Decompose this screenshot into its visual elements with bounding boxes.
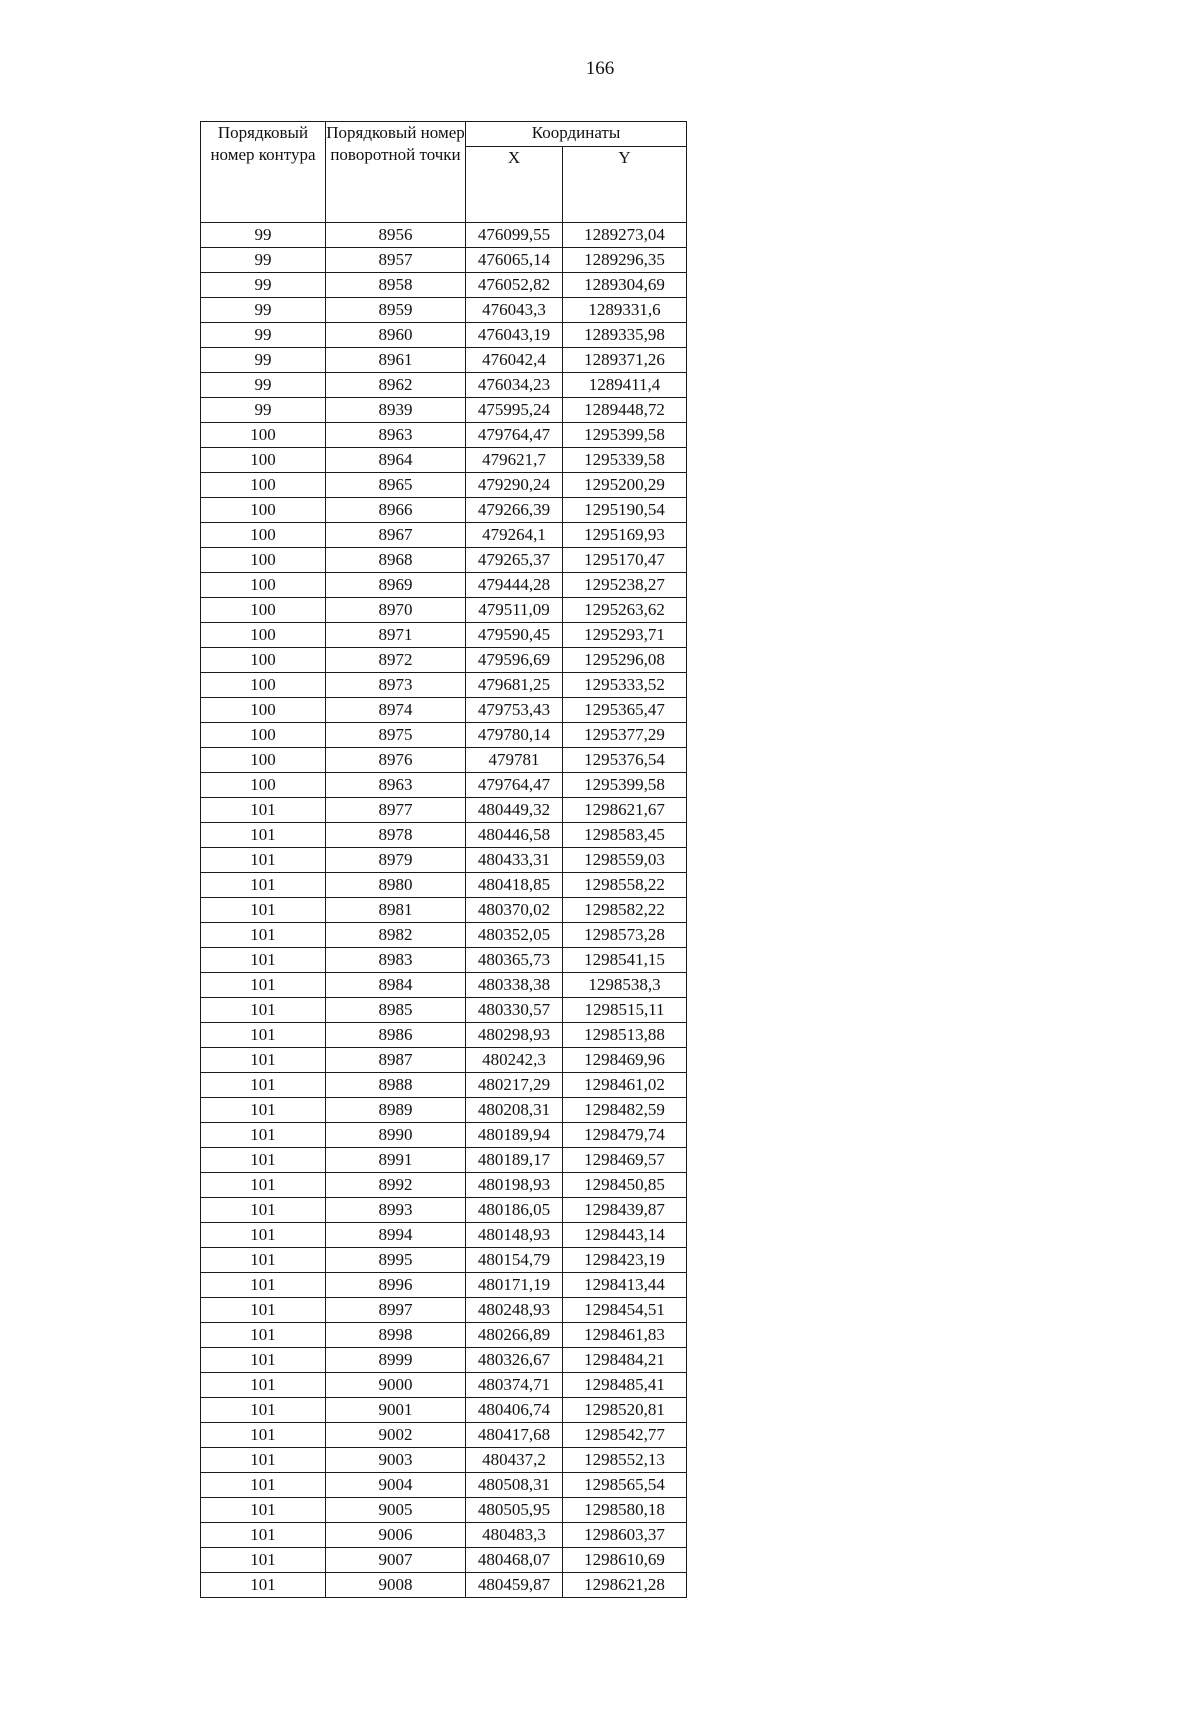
table-row: [201, 1123, 687, 1148]
x-coordinate-cell: 476065,14: [466, 248, 563, 273]
table-row: [201, 1473, 687, 1498]
point-number-cell: 8985: [326, 998, 466, 1023]
point-number-cell: 8963: [326, 423, 466, 448]
x-coordinate-cell: 479764,47: [466, 423, 563, 448]
x-coordinate-cell: 480298,93: [466, 1023, 563, 1048]
contour-number-cell: 101: [201, 1198, 326, 1223]
contour-number-cell: 101: [201, 1273, 326, 1298]
y-coordinate-cell: 1298582,22: [563, 898, 687, 923]
header-y: Y: [563, 147, 687, 223]
y-coordinate-cell: 1298542,77: [563, 1423, 687, 1448]
point-number-cell: 8978: [326, 823, 466, 848]
point-number-cell: 8958: [326, 273, 466, 298]
x-coordinate-cell: 475995,24: [466, 398, 563, 423]
y-coordinate-cell: 1295296,08: [563, 648, 687, 673]
x-coordinate-cell: 476043,3: [466, 298, 563, 323]
point-number-cell: 8939: [326, 398, 466, 423]
contour-number-cell: 100: [201, 573, 326, 598]
x-coordinate-cell: 479444,28: [466, 573, 563, 598]
point-number-cell: 9005: [326, 1498, 466, 1523]
x-coordinate-cell: 480186,05: [466, 1198, 563, 1223]
x-coordinate-cell: 480418,85: [466, 873, 563, 898]
contour-number-cell: 99: [201, 248, 326, 273]
y-coordinate-cell: 1289273,04: [563, 223, 687, 248]
y-coordinate-cell: 1298439,87: [563, 1198, 687, 1223]
table-row: [201, 1273, 687, 1298]
x-coordinate-cell: 479781: [466, 748, 563, 773]
contour-number-cell: 101: [201, 898, 326, 923]
contour-number-cell: 101: [201, 1498, 326, 1523]
table-row: [201, 423, 687, 448]
point-number-cell: 8962: [326, 373, 466, 398]
point-number-cell: 8966: [326, 498, 466, 523]
point-number-cell: 9001: [326, 1398, 466, 1423]
y-coordinate-cell: 1298485,41: [563, 1373, 687, 1398]
y-coordinate-cell: 1298461,83: [563, 1323, 687, 1348]
table-row: [201, 373, 687, 398]
contour-number-cell: 101: [201, 873, 326, 898]
x-coordinate-cell: 479764,47: [466, 773, 563, 798]
y-coordinate-cell: 1289296,35: [563, 248, 687, 273]
table-row: [201, 1348, 687, 1373]
x-coordinate-cell: 479511,09: [466, 598, 563, 623]
y-coordinate-cell: 1295170,47: [563, 548, 687, 573]
point-number-cell: 8964: [326, 448, 466, 473]
contour-number-cell: 99: [201, 348, 326, 373]
point-number-cell: 8968: [326, 548, 466, 573]
x-coordinate-cell: 479780,14: [466, 723, 563, 748]
table-row: [201, 823, 687, 848]
point-number-cell: 8988: [326, 1073, 466, 1098]
point-number-cell: 8976: [326, 748, 466, 773]
contour-number-cell: 101: [201, 923, 326, 948]
table-row: [201, 548, 687, 573]
x-coordinate-cell: 476052,82: [466, 273, 563, 298]
table-row: [201, 448, 687, 473]
x-coordinate-cell: 480338,38: [466, 973, 563, 998]
table-row: [201, 873, 687, 898]
table-row: [201, 1298, 687, 1323]
x-coordinate-cell: 480417,68: [466, 1423, 563, 1448]
table-row: [201, 948, 687, 973]
y-coordinate-cell: 1289331,6: [563, 298, 687, 323]
y-coordinate-cell: 1298559,03: [563, 848, 687, 873]
y-coordinate-cell: 1295399,58: [563, 773, 687, 798]
point-number-cell: 8979: [326, 848, 466, 873]
table-row: [201, 273, 687, 298]
table-row: [201, 1173, 687, 1198]
point-number-cell: 8971: [326, 623, 466, 648]
table-row: [201, 398, 687, 423]
x-coordinate-cell: 476099,55: [466, 223, 563, 248]
point-number-cell: 8991: [326, 1148, 466, 1173]
y-coordinate-cell: 1289371,26: [563, 348, 687, 373]
x-coordinate-cell: 480449,32: [466, 798, 563, 823]
point-number-cell: 8960: [326, 323, 466, 348]
table-row: [201, 1198, 687, 1223]
point-number-cell: 9003: [326, 1448, 466, 1473]
table-row: [201, 998, 687, 1023]
point-number-cell: 8977: [326, 798, 466, 823]
table-row: [201, 748, 687, 773]
contour-number-cell: 101: [201, 823, 326, 848]
table-row: [201, 798, 687, 823]
table-row: [201, 648, 687, 673]
table-row: [201, 1098, 687, 1123]
x-coordinate-cell: 479590,45: [466, 623, 563, 648]
point-number-cell: 8984: [326, 973, 466, 998]
y-coordinate-cell: 1298573,28: [563, 923, 687, 948]
x-coordinate-cell: 480330,57: [466, 998, 563, 1023]
x-coordinate-cell: 480248,93: [466, 1298, 563, 1323]
point-number-cell: 8983: [326, 948, 466, 973]
contour-number-cell: 101: [201, 1023, 326, 1048]
point-number-cell: 9006: [326, 1523, 466, 1548]
table-row: [201, 923, 687, 948]
point-number-cell: 8961: [326, 348, 466, 373]
x-coordinate-cell: 480352,05: [466, 923, 563, 948]
y-coordinate-cell: 1295339,58: [563, 448, 687, 473]
table-row: [201, 1548, 687, 1573]
contour-number-cell: 101: [201, 848, 326, 873]
contour-number-cell: 100: [201, 448, 326, 473]
x-coordinate-cell: 476043,19: [466, 323, 563, 348]
x-coordinate-cell: 479681,25: [466, 673, 563, 698]
x-coordinate-cell: 480171,19: [466, 1273, 563, 1298]
contour-number-cell: 100: [201, 723, 326, 748]
x-coordinate-cell: 480370,02: [466, 898, 563, 923]
point-number-cell: 8997: [326, 1298, 466, 1323]
table-row: [201, 723, 687, 748]
y-coordinate-cell: 1298565,54: [563, 1473, 687, 1498]
contour-number-cell: 99: [201, 298, 326, 323]
coordinates-table: [200, 121, 687, 1598]
y-coordinate-cell: 1298621,28: [563, 1573, 687, 1598]
point-number-cell: 8986: [326, 1023, 466, 1048]
table-row: [201, 973, 687, 998]
contour-number-cell: 101: [201, 1173, 326, 1198]
y-coordinate-cell: 1295238,27: [563, 573, 687, 598]
point-number-cell: 9004: [326, 1473, 466, 1498]
table-body: [201, 223, 687, 1598]
point-number-cell: 8998: [326, 1323, 466, 1348]
x-coordinate-cell: 480433,31: [466, 848, 563, 873]
contour-number-cell: 100: [201, 473, 326, 498]
table-row: [201, 698, 687, 723]
table-row: [201, 1373, 687, 1398]
y-coordinate-cell: 1298603,37: [563, 1523, 687, 1548]
contour-number-cell: 100: [201, 773, 326, 798]
contour-number-cell: 101: [201, 1248, 326, 1273]
point-number-cell: 8992: [326, 1173, 466, 1198]
point-number-cell: 8994: [326, 1223, 466, 1248]
table-row: [201, 223, 687, 248]
contour-number-cell: 101: [201, 1423, 326, 1448]
contour-number-cell: 101: [201, 1523, 326, 1548]
header-contour-number: Порядковый номер контура: [201, 122, 326, 223]
y-coordinate-cell: 1289335,98: [563, 323, 687, 348]
contour-number-cell: 100: [201, 498, 326, 523]
y-coordinate-cell: 1298541,15: [563, 948, 687, 973]
y-coordinate-cell: 1298610,69: [563, 1548, 687, 1573]
contour-number-cell: 101: [201, 1148, 326, 1173]
point-number-cell: 8972: [326, 648, 466, 673]
contour-number-cell: 101: [201, 1123, 326, 1148]
point-number-cell: 8980: [326, 873, 466, 898]
contour-number-cell: 100: [201, 648, 326, 673]
contour-number-cell: 100: [201, 548, 326, 573]
point-number-cell: 8975: [326, 723, 466, 748]
point-number-cell: 8974: [326, 698, 466, 723]
contour-number-cell: 101: [201, 1573, 326, 1598]
table-row: [201, 1523, 687, 1548]
x-coordinate-cell: 480242,3: [466, 1048, 563, 1073]
point-number-cell: 8990: [326, 1123, 466, 1148]
x-coordinate-cell: 480326,67: [466, 1348, 563, 1373]
y-coordinate-cell: 1295169,93: [563, 523, 687, 548]
point-number-cell: 8981: [326, 898, 466, 923]
table-row: [201, 323, 687, 348]
table-row: [201, 673, 687, 698]
point-number-cell: 8993: [326, 1198, 466, 1223]
contour-number-cell: 100: [201, 523, 326, 548]
point-number-cell: 8982: [326, 923, 466, 948]
x-coordinate-cell: 480459,87: [466, 1573, 563, 1598]
x-coordinate-cell: 479596,69: [466, 648, 563, 673]
x-coordinate-cell: 479266,39: [466, 498, 563, 523]
x-coordinate-cell: 480374,71: [466, 1373, 563, 1398]
contour-number-cell: 100: [201, 748, 326, 773]
y-coordinate-cell: 1295377,29: [563, 723, 687, 748]
point-number-cell: 9007: [326, 1548, 466, 1573]
contour-number-cell: 99: [201, 223, 326, 248]
point-number-cell: 9000: [326, 1373, 466, 1398]
point-number-cell: 8989: [326, 1098, 466, 1123]
y-coordinate-cell: 1295200,29: [563, 473, 687, 498]
contour-number-cell: 99: [201, 373, 326, 398]
x-coordinate-cell: 480208,31: [466, 1098, 563, 1123]
contour-number-cell: 101: [201, 1398, 326, 1423]
contour-number-cell: 101: [201, 798, 326, 823]
y-coordinate-cell: 1298580,18: [563, 1498, 687, 1523]
x-coordinate-cell: 480406,74: [466, 1398, 563, 1423]
contour-number-cell: 101: [201, 1298, 326, 1323]
table-row: [201, 1323, 687, 1348]
y-coordinate-cell: 1298450,85: [563, 1173, 687, 1198]
contour-number-cell: 101: [201, 1223, 326, 1248]
table-row: [201, 523, 687, 548]
table-row: [201, 1223, 687, 1248]
point-number-cell: 8987: [326, 1048, 466, 1073]
y-coordinate-cell: 1295399,58: [563, 423, 687, 448]
table-row: [201, 1498, 687, 1523]
table-row: [201, 498, 687, 523]
y-coordinate-cell: 1298583,45: [563, 823, 687, 848]
table-row: [201, 348, 687, 373]
table-row: [201, 598, 687, 623]
x-coordinate-cell: 480217,29: [466, 1073, 563, 1098]
y-coordinate-cell: 1298484,21: [563, 1348, 687, 1373]
y-coordinate-cell: 1289448,72: [563, 398, 687, 423]
contour-number-cell: 99: [201, 273, 326, 298]
x-coordinate-cell: 476034,23: [466, 373, 563, 398]
table-row: [201, 1073, 687, 1098]
x-coordinate-cell: 479290,24: [466, 473, 563, 498]
y-coordinate-cell: 1298520,81: [563, 1398, 687, 1423]
contour-number-cell: 101: [201, 1323, 326, 1348]
contour-number-cell: 100: [201, 673, 326, 698]
contour-number-cell: 101: [201, 1073, 326, 1098]
contour-number-cell: 101: [201, 1098, 326, 1123]
y-coordinate-cell: 1298513,88: [563, 1023, 687, 1048]
y-coordinate-cell: 1295293,71: [563, 623, 687, 648]
y-coordinate-cell: 1295333,52: [563, 673, 687, 698]
table-row: [201, 1448, 687, 1473]
x-coordinate-cell: 480483,3: [466, 1523, 563, 1548]
y-coordinate-cell: 1298461,02: [563, 1073, 687, 1098]
contour-number-cell: 101: [201, 948, 326, 973]
table-row: [201, 248, 687, 273]
table-row: [201, 848, 687, 873]
header-coordinates: Координаты: [466, 122, 687, 147]
contour-number-cell: 101: [201, 998, 326, 1023]
x-coordinate-cell: 476042,4: [466, 348, 563, 373]
contour-number-cell: 101: [201, 1548, 326, 1573]
point-number-cell: 9008: [326, 1573, 466, 1598]
contour-number-cell: 99: [201, 323, 326, 348]
x-coordinate-cell: 480266,89: [466, 1323, 563, 1348]
table-row: [201, 1148, 687, 1173]
y-coordinate-cell: 1298423,19: [563, 1248, 687, 1273]
point-number-cell: 8963: [326, 773, 466, 798]
point-number-cell: 8996: [326, 1273, 466, 1298]
table-header: [201, 122, 687, 223]
table-row: [201, 1248, 687, 1273]
x-coordinate-cell: 480198,93: [466, 1173, 563, 1198]
point-number-cell: 8967: [326, 523, 466, 548]
y-coordinate-cell: 1298621,67: [563, 798, 687, 823]
table-row: [201, 1023, 687, 1048]
contour-number-cell: 101: [201, 1048, 326, 1073]
point-number-cell: 8959: [326, 298, 466, 323]
x-coordinate-cell: 479621,7: [466, 448, 563, 473]
x-coordinate-cell: 479753,43: [466, 698, 563, 723]
point-number-cell: 8965: [326, 473, 466, 498]
table-row: [201, 773, 687, 798]
y-coordinate-cell: 1298413,44: [563, 1273, 687, 1298]
x-coordinate-cell: 479265,37: [466, 548, 563, 573]
x-coordinate-cell: 480189,94: [466, 1123, 563, 1148]
y-coordinate-cell: 1295190,54: [563, 498, 687, 523]
page-number: 166: [585, 58, 615, 79]
table-row: [201, 898, 687, 923]
point-number-cell: 8973: [326, 673, 466, 698]
y-coordinate-cell: 1295263,62: [563, 598, 687, 623]
x-coordinate-cell: 480189,17: [466, 1148, 563, 1173]
y-coordinate-cell: 1298469,96: [563, 1048, 687, 1073]
y-coordinate-cell: 1298515,11: [563, 998, 687, 1023]
y-coordinate-cell: 1298469,57: [563, 1148, 687, 1173]
y-coordinate-cell: 1298443,14: [563, 1223, 687, 1248]
y-coordinate-cell: 1298482,59: [563, 1098, 687, 1123]
contour-number-cell: 101: [201, 1473, 326, 1498]
header-x: X: [466, 147, 563, 223]
x-coordinate-cell: 480505,95: [466, 1498, 563, 1523]
header-point-number: Порядковый номер поворотной точки: [326, 122, 466, 223]
x-coordinate-cell: 480446,58: [466, 823, 563, 848]
table-row: [201, 573, 687, 598]
x-coordinate-cell: 480154,79: [466, 1248, 563, 1273]
x-coordinate-cell: 480437,2: [466, 1448, 563, 1473]
point-number-cell: 8999: [326, 1348, 466, 1373]
table-row: [201, 1398, 687, 1423]
table-row: [201, 1048, 687, 1073]
table-row: [201, 1573, 687, 1598]
x-coordinate-cell: 480468,07: [466, 1548, 563, 1573]
contour-number-cell: 101: [201, 1448, 326, 1473]
y-coordinate-cell: 1295376,54: [563, 748, 687, 773]
table-row: [201, 623, 687, 648]
y-coordinate-cell: 1298538,3: [563, 973, 687, 998]
contour-number-cell: 100: [201, 598, 326, 623]
contour-number-cell: 100: [201, 623, 326, 648]
y-coordinate-cell: 1298552,13: [563, 1448, 687, 1473]
table-row: [201, 298, 687, 323]
x-coordinate-cell: 480508,31: [466, 1473, 563, 1498]
point-number-cell: 8969: [326, 573, 466, 598]
y-coordinate-cell: 1298479,74: [563, 1123, 687, 1148]
contour-number-cell: 101: [201, 973, 326, 998]
contour-number-cell: 99: [201, 398, 326, 423]
contour-number-cell: 100: [201, 423, 326, 448]
point-number-cell: 8956: [326, 223, 466, 248]
x-coordinate-cell: 480365,73: [466, 948, 563, 973]
y-coordinate-cell: 1298454,51: [563, 1298, 687, 1323]
y-coordinate-cell: 1289411,4: [563, 373, 687, 398]
contour-number-cell: 101: [201, 1348, 326, 1373]
contour-number-cell: 100: [201, 698, 326, 723]
x-coordinate-cell: 480148,93: [466, 1223, 563, 1248]
point-number-cell: 8970: [326, 598, 466, 623]
x-coordinate-cell: 479264,1: [466, 523, 563, 548]
table-row: [201, 1423, 687, 1448]
y-coordinate-cell: 1298558,22: [563, 873, 687, 898]
y-coordinate-cell: 1289304,69: [563, 273, 687, 298]
y-coordinate-cell: 1295365,47: [563, 698, 687, 723]
point-number-cell: 9002: [326, 1423, 466, 1448]
contour-number-cell: 101: [201, 1373, 326, 1398]
point-number-cell: 8957: [326, 248, 466, 273]
table-row: [201, 473, 687, 498]
point-number-cell: 8995: [326, 1248, 466, 1273]
